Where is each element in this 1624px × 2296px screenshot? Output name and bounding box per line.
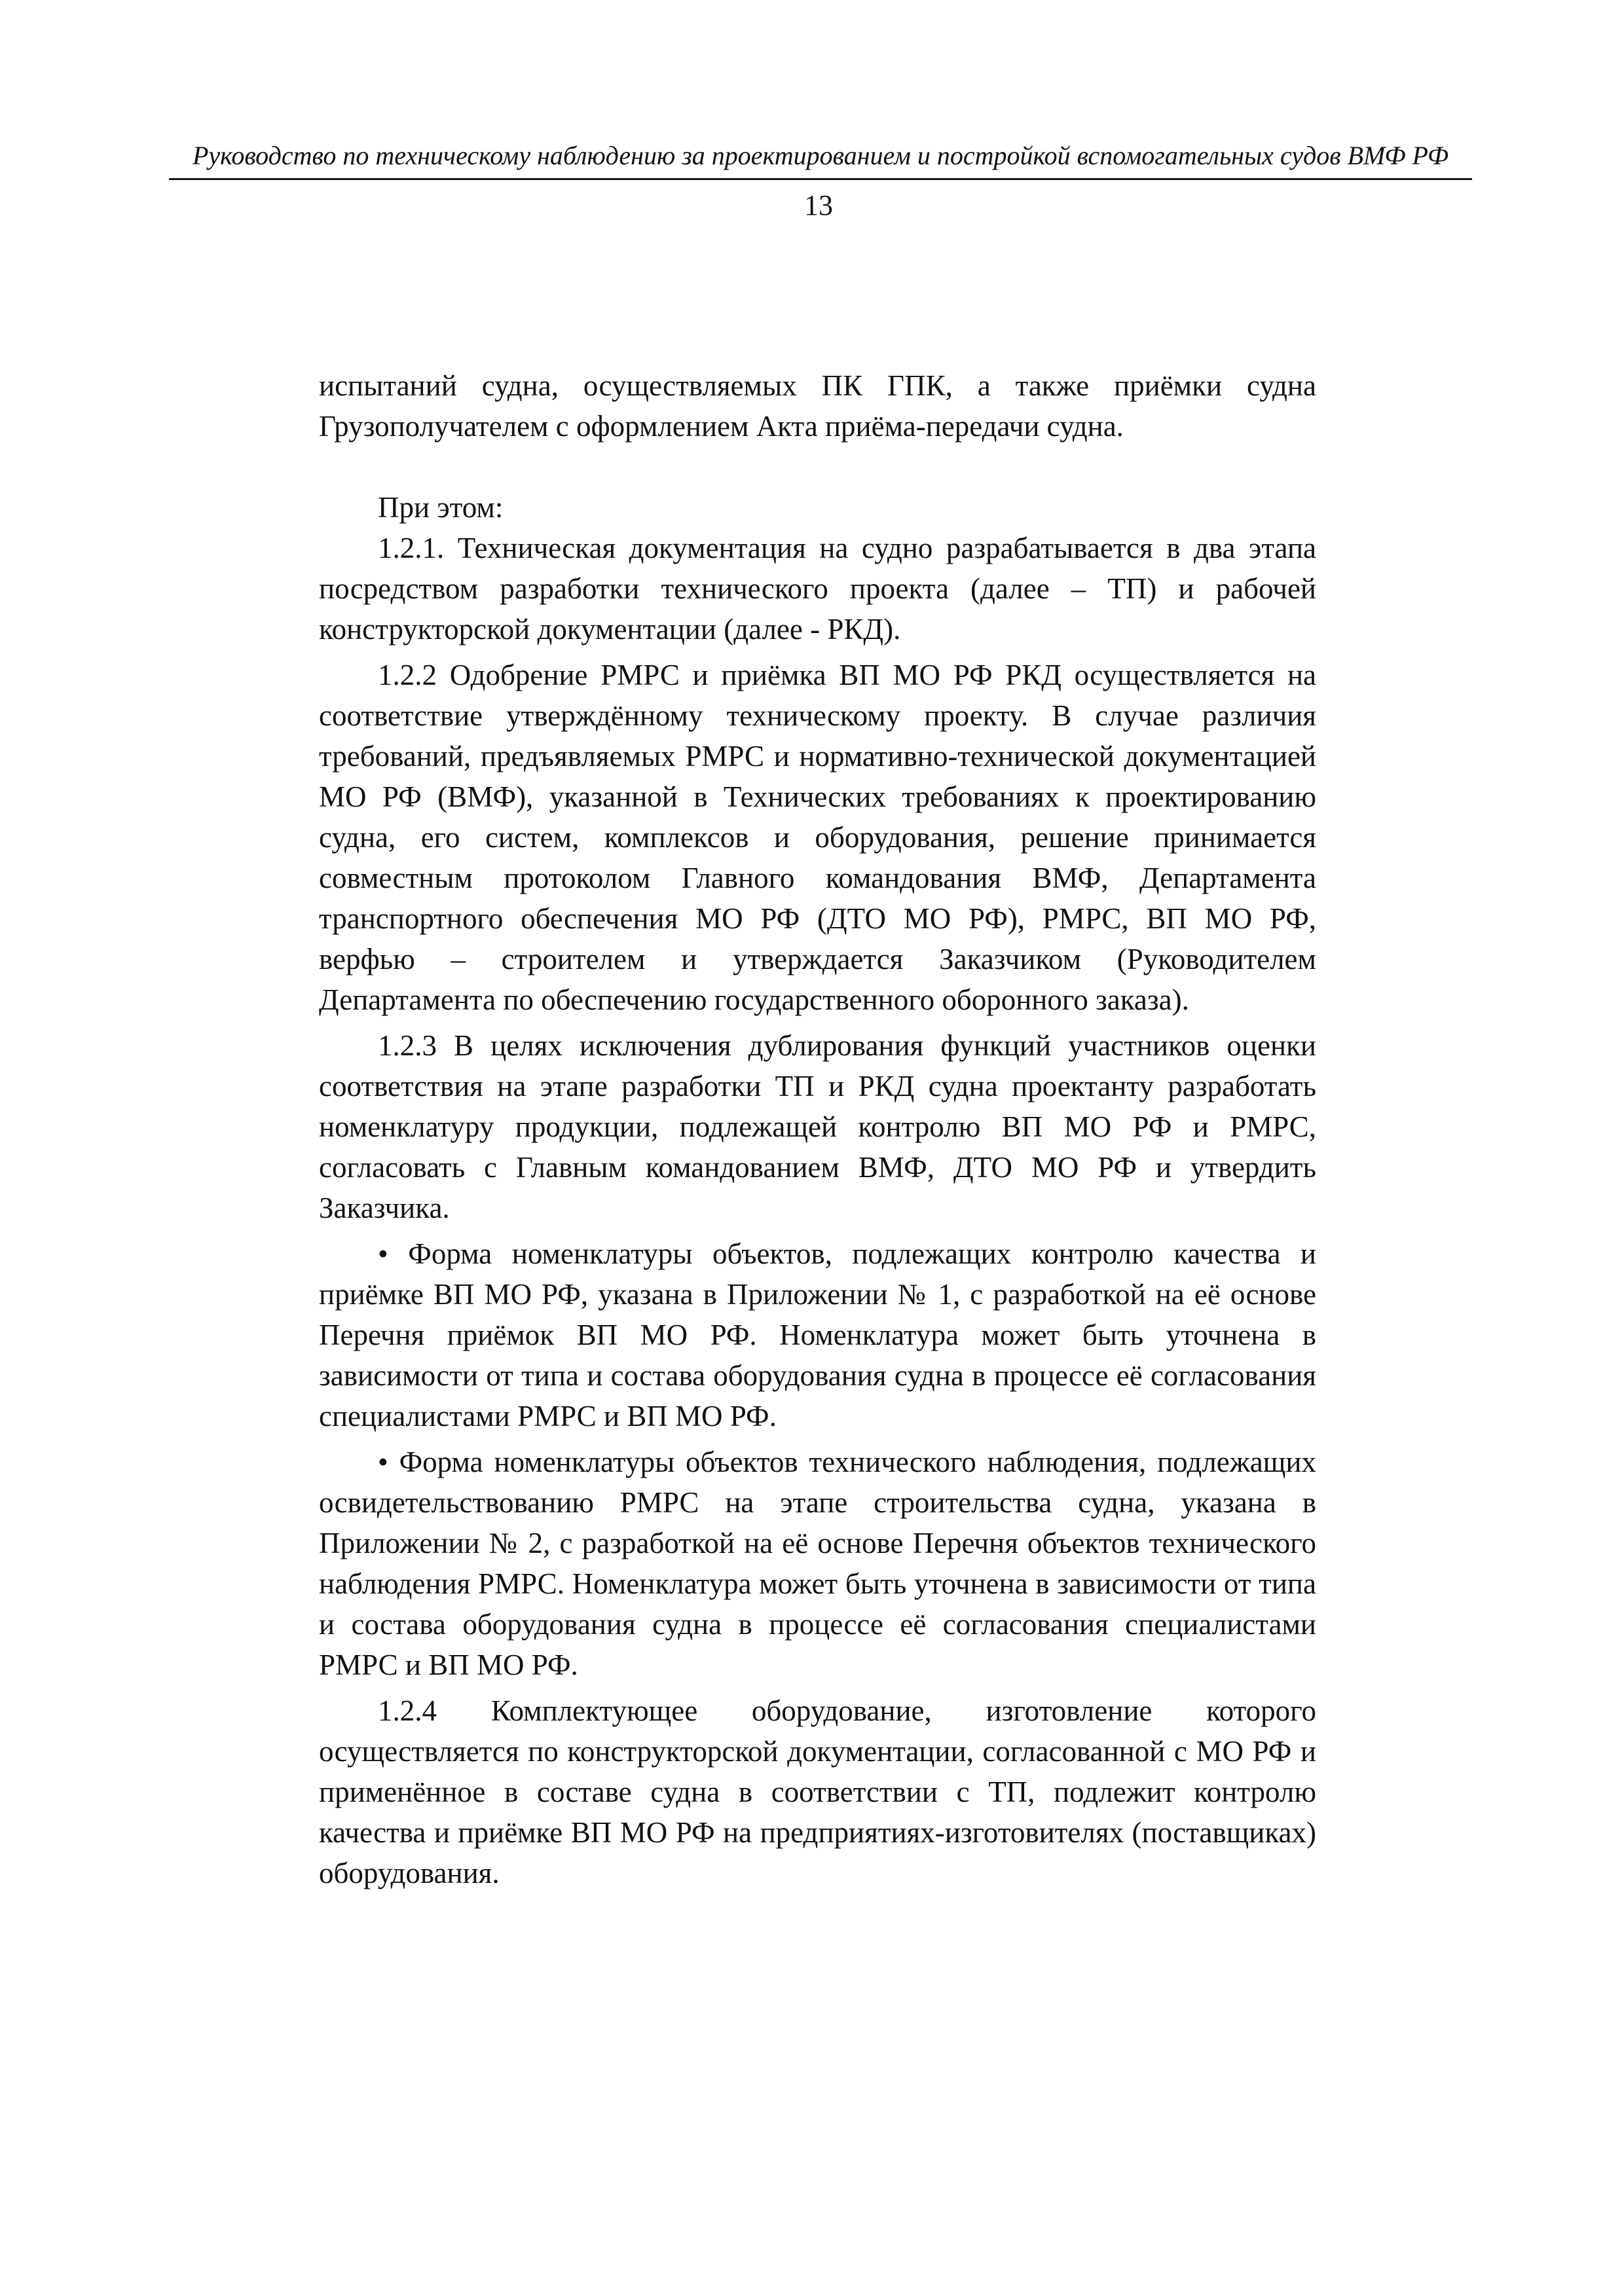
bullet-mark: • [378,1237,388,1270]
paragraph-1-2-1: 1.2.1. Техническая документация на судно разрабатывается в два этапа посредством разработки технического проекта (далее – ТП) и рабочей конструкторской документации (далее - РКД). [319,532,1316,646]
paragraph-1-2-2: 1.2.2 Одобрение РМРС и приёмка ВП МО РФ РКД осуществляется на соответствие утверждённому техническому проекту. В случае различия требований, предъявляемых РМРС и нормативно-технической документацией МО РФ (ВМФ), указанной в Технических требованиях к проектированию судна, его систем, комплексов и оборудования, решение принимается совместным протоколом Главного командования ВМФ, Департамента транспортного обеспечения МО РФ (ДТО МО РФ), РМРС, ВП МО РФ, верфью – строителем и утверждается Заказчиком (Руководителем Департамента по обеспечению государственного оборонного заказа). [319,659,1316,1016]
bullet-mark: • [378,1446,388,1478]
header-rule [169,178,1472,180]
bullet-item [319,1442,1316,1685]
paragraph-1-2-3: 1.2.3 В целях исключения дублирования функций участников оценки соответствия на этапе разработки ТП и РКД судна проектанту разработать номенклатуру продукции, подлежащей контролю ВП МО РФ и РМРС, согласовать с Главным командованием ВМФ, ДТО МО РФ и утвердить Заказчика. [319,1029,1316,1224]
bullet-text: Форма номенклатуры объектов технического наблюдения, подлежащих освидетельствованию РМРС на этапе строительства судна, указана в Приложении № 2, с разработкой на её основе Перечня объектов технического наблюдения РМРС. Номенклатура может быть уточнена в зависимости от типа и состава оборудования судна в процессе её согласования специалистами РМРС и ВП МО РФ. [319,1446,1317,1681]
paragraph-continuation: испытаний судна, осуществляемых ПК ГПК, а также приёмки судна Грузополучателем с оформлением Акта приёма-передачи судна. [319,369,1316,443]
document-body [319,365,1316,1893]
page-number: 13 [804,189,833,221]
running-header: Руководство по техническому наблюдению за проектированием и постройкой вспомогательных судов ВМФ РФ [192,141,1449,170]
paragraph-1-2-4: 1.2.4 Комплектующее оборудование, изготовление которого осуществляется по конструкторской документации, согласованной с МО РФ и применённое в составе судна в соответствии с ТП, подлежит контролю качества и приёмке ВП МО РФ на предприятиях-изготовителях (поставщиках) оборудования. [319,1694,1316,1889]
bullet-text: Форма номенклатуры объектов, подлежащих контролю качества и приёмке ВП МО РФ, указана в Приложении № 1, с разработкой на её основе Перечня приёмок ВП МО РФ. Номенклатура может быть уточнена в зависимости от типа и состава оборудования судна в процессе её согласования специалистами РМРС и ВП МО РФ. [319,1237,1317,1432]
paragraph-intro: При этом: [378,491,504,524]
bullet-item [319,1233,1316,1436]
